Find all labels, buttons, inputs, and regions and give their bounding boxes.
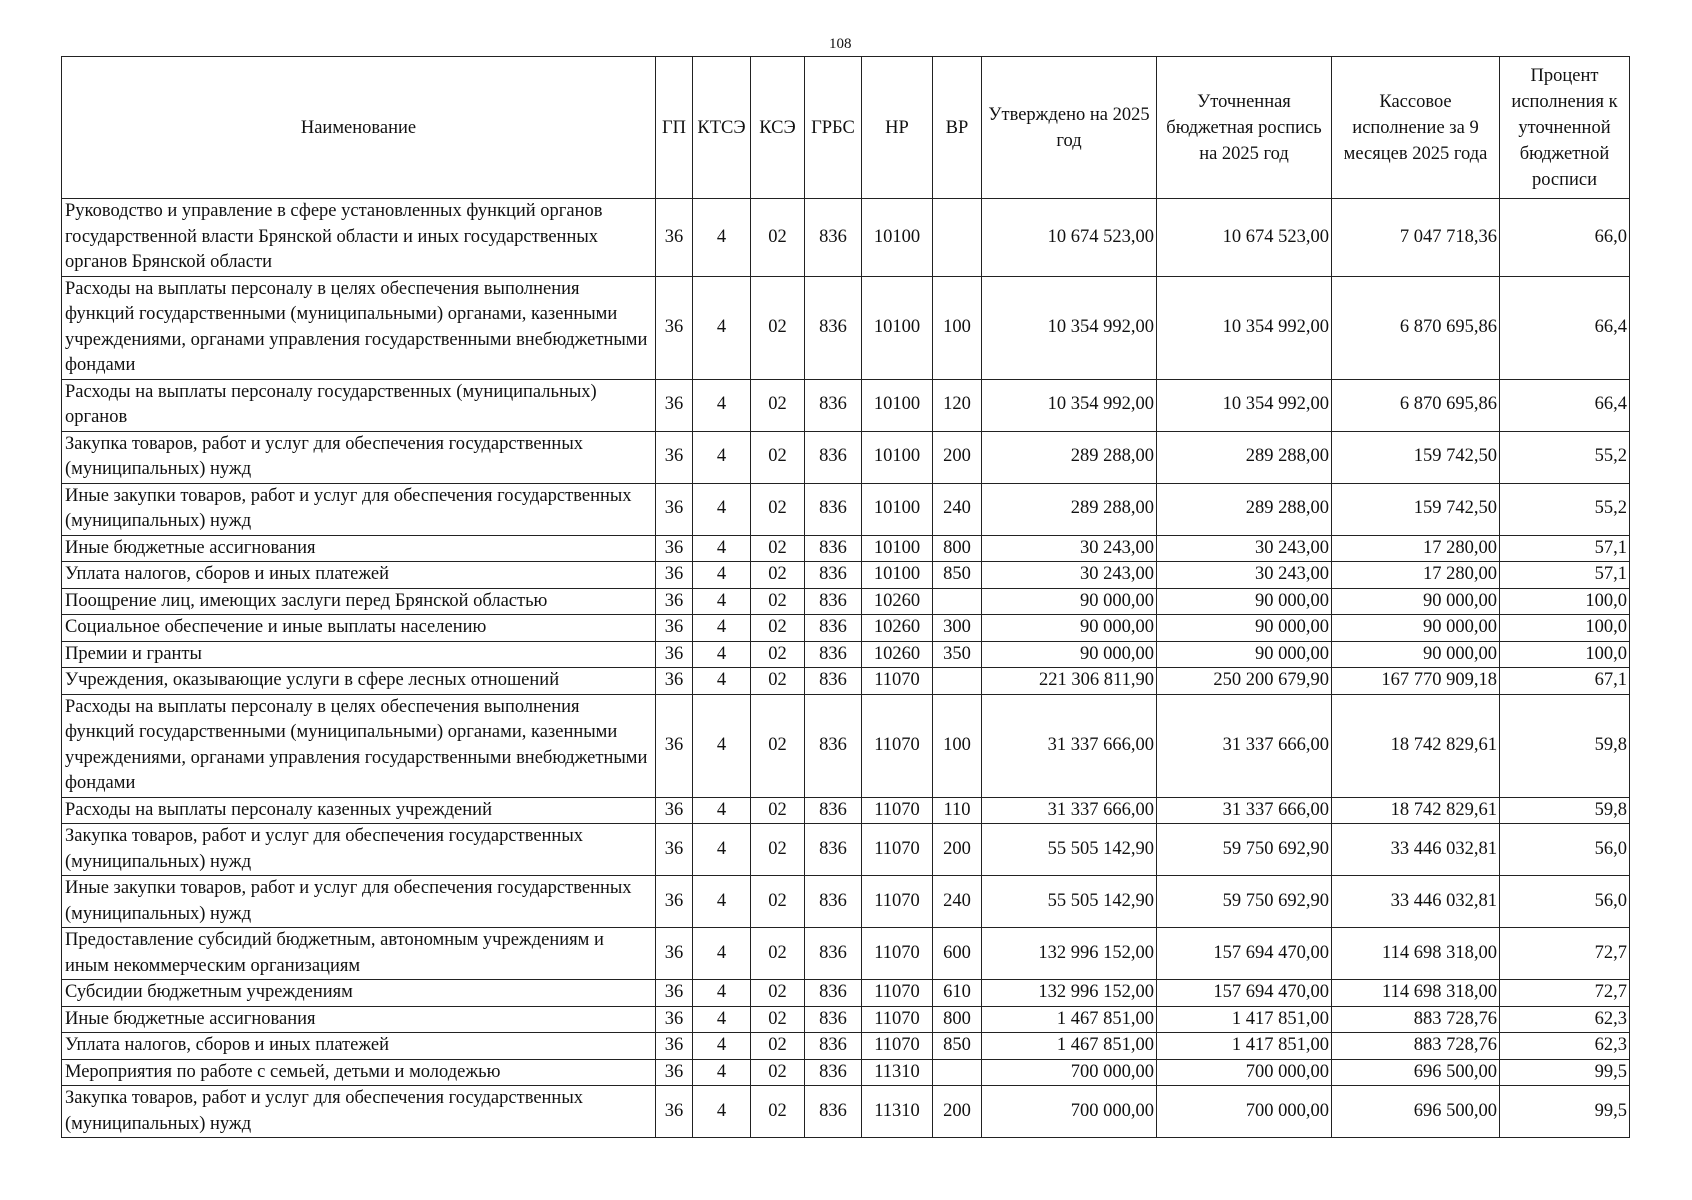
row-percent: 62,3 xyxy=(1500,1033,1630,1060)
row-np: 10100 xyxy=(862,483,933,535)
row-approved: 90 000,00 xyxy=(982,641,1157,668)
row-ktse: 4 xyxy=(693,668,751,695)
row-np: 11070 xyxy=(862,980,933,1007)
row-grbs: 836 xyxy=(805,641,862,668)
row-np: 11070 xyxy=(862,1006,933,1033)
row-approved: 55 505 142,90 xyxy=(982,824,1157,876)
row-np: 10100 xyxy=(862,535,933,562)
row-name: Закупка товаров, работ и услуг для обеспечения государственных (муниципальных) нужд xyxy=(62,824,656,876)
table-row xyxy=(62,980,1630,1007)
row-grbs: 836 xyxy=(805,876,862,928)
table-row xyxy=(62,588,1630,615)
row-ktse: 4 xyxy=(693,694,751,797)
row-refined: 157 694 470,00 xyxy=(1157,980,1332,1007)
row-cash: 696 500,00 xyxy=(1332,1086,1500,1138)
row-name: Иные бюджетные ассигнования xyxy=(62,1006,656,1033)
page-number: 108 xyxy=(829,36,852,52)
row-np: 11070 xyxy=(862,1033,933,1060)
table-row xyxy=(62,431,1630,483)
row-np: 10260 xyxy=(862,641,933,668)
row-gp: 36 xyxy=(656,668,693,695)
row-gp: 36 xyxy=(656,199,693,277)
row-ktse: 4 xyxy=(693,1059,751,1086)
row-ktse: 4 xyxy=(693,562,751,589)
row-kse: 02 xyxy=(751,483,805,535)
row-name: Мероприятия по работе с семьей, детьми и молодежью xyxy=(62,1059,656,1086)
row-refined: 10 354 992,00 xyxy=(1157,276,1332,379)
row-np: 11070 xyxy=(862,694,933,797)
row-percent: 99,5 xyxy=(1500,1059,1630,1086)
row-approved: 30 243,00 xyxy=(982,535,1157,562)
row-np: 11310 xyxy=(862,1059,933,1086)
row-kse: 02 xyxy=(751,1033,805,1060)
row-kse: 02 xyxy=(751,535,805,562)
row-gp: 36 xyxy=(656,824,693,876)
row-ktse: 4 xyxy=(693,199,751,277)
row-name: Социальное обеспечение и иные выплаты населению xyxy=(62,615,656,642)
row-cash: 159 742,50 xyxy=(1332,483,1500,535)
row-vr xyxy=(933,668,982,695)
row-refined: 289 288,00 xyxy=(1157,431,1332,483)
row-percent: 57,1 xyxy=(1500,562,1630,589)
row-ktse: 4 xyxy=(693,431,751,483)
row-np: 10100 xyxy=(862,431,933,483)
row-grbs: 836 xyxy=(805,379,862,431)
table-row xyxy=(62,1033,1630,1060)
row-cash: 696 500,00 xyxy=(1332,1059,1500,1086)
row-name: Руководство и управление в сфере установленных функций органов государственной власти Брянской области и иных государственных органов Брянской области xyxy=(62,199,656,277)
row-grbs: 836 xyxy=(805,1006,862,1033)
row-np: 10100 xyxy=(862,562,933,589)
row-ktse: 4 xyxy=(693,1086,751,1138)
row-approved: 31 337 666,00 xyxy=(982,694,1157,797)
table-row xyxy=(62,199,1630,277)
header-grbs: ГРБС xyxy=(805,57,862,199)
header-approved: Утверждено на 2025 год xyxy=(982,57,1157,199)
row-approved: 700 000,00 xyxy=(982,1059,1157,1086)
row-name: Расходы на выплаты персоналу государственных (муниципальных) органов xyxy=(62,379,656,431)
row-vr xyxy=(933,1059,982,1086)
row-cash: 18 742 829,61 xyxy=(1332,694,1500,797)
row-percent: 62,3 xyxy=(1500,1006,1630,1033)
row-grbs: 836 xyxy=(805,483,862,535)
row-cash: 33 446 032,81 xyxy=(1332,824,1500,876)
table-row xyxy=(62,1006,1630,1033)
table-row xyxy=(62,379,1630,431)
header-kse: КСЭ xyxy=(751,57,805,199)
row-cash: 17 280,00 xyxy=(1332,535,1500,562)
row-ktse: 4 xyxy=(693,276,751,379)
row-gp: 36 xyxy=(656,928,693,980)
row-vr: 800 xyxy=(933,535,982,562)
row-percent: 66,0 xyxy=(1500,199,1630,277)
row-kse: 02 xyxy=(751,199,805,277)
row-name: Иные закупки товаров, работ и услуг для обеспечения государственных (муниципальных) нужд xyxy=(62,483,656,535)
row-vr: 850 xyxy=(933,562,982,589)
row-refined: 31 337 666,00 xyxy=(1157,694,1332,797)
row-refined: 59 750 692,90 xyxy=(1157,876,1332,928)
row-ktse: 4 xyxy=(693,797,751,824)
row-vr xyxy=(933,199,982,277)
row-vr: 300 xyxy=(933,615,982,642)
row-percent: 72,7 xyxy=(1500,928,1630,980)
row-np: 11070 xyxy=(862,668,933,695)
row-kse: 02 xyxy=(751,615,805,642)
row-np: 11070 xyxy=(862,797,933,824)
row-vr: 110 xyxy=(933,797,982,824)
row-percent: 72,7 xyxy=(1500,980,1630,1007)
header-np: НР xyxy=(862,57,933,199)
row-refined: 1 417 851,00 xyxy=(1157,1033,1332,1060)
row-name: Расходы на выплаты персоналу в целях обеспечения выполнения функций государственными (муниципальными) органами, казенными учреждениями, органами управления государственными внебюджетными фондами xyxy=(62,276,656,379)
row-cash: 17 280,00 xyxy=(1332,562,1500,589)
row-ktse: 4 xyxy=(693,615,751,642)
row-vr: 200 xyxy=(933,824,982,876)
row-kse: 02 xyxy=(751,694,805,797)
table-row xyxy=(62,1059,1630,1086)
row-vr: 200 xyxy=(933,431,982,483)
row-gp: 36 xyxy=(656,1086,693,1138)
row-grbs: 836 xyxy=(805,928,862,980)
row-name: Расходы на выплаты персоналу в целях обеспечения выполнения функций государственными (муниципальными) органами, казенными учреждениями, органами управления государственными внебюджетными фондами xyxy=(62,694,656,797)
row-refined: 157 694 470,00 xyxy=(1157,928,1332,980)
row-kse: 02 xyxy=(751,379,805,431)
row-percent: 55,2 xyxy=(1500,483,1630,535)
row-grbs: 836 xyxy=(805,615,862,642)
row-vr: 240 xyxy=(933,483,982,535)
row-gp: 36 xyxy=(656,615,693,642)
row-np: 11310 xyxy=(862,1086,933,1138)
row-cash: 6 870 695,86 xyxy=(1332,379,1500,431)
row-gp: 36 xyxy=(656,431,693,483)
row-vr: 600 xyxy=(933,928,982,980)
row-np: 11070 xyxy=(862,928,933,980)
row-name: Закупка товаров, работ и услуг для обеспечения государственных (муниципальных) нужд xyxy=(62,431,656,483)
row-gp: 36 xyxy=(656,1006,693,1033)
row-grbs: 836 xyxy=(805,668,862,695)
row-refined: 10 354 992,00 xyxy=(1157,379,1332,431)
row-refined: 250 200 679,90 xyxy=(1157,668,1332,695)
row-vr: 100 xyxy=(933,276,982,379)
row-percent: 59,8 xyxy=(1500,797,1630,824)
row-grbs: 836 xyxy=(805,199,862,277)
row-approved: 10 674 523,00 xyxy=(982,199,1157,277)
row-gp: 36 xyxy=(656,1059,693,1086)
row-ktse: 4 xyxy=(693,876,751,928)
row-approved: 132 996 152,00 xyxy=(982,928,1157,980)
row-vr: 610 xyxy=(933,980,982,1007)
row-refined: 289 288,00 xyxy=(1157,483,1332,535)
row-kse: 02 xyxy=(751,588,805,615)
row-name: Иные закупки товаров, работ и услуг для обеспечения государственных (муниципальных) нужд xyxy=(62,876,656,928)
row-gp: 36 xyxy=(656,588,693,615)
row-percent: 56,0 xyxy=(1500,824,1630,876)
header-vr: ВР xyxy=(933,57,982,199)
row-cash: 18 742 829,61 xyxy=(1332,797,1500,824)
header-ktse: КТСЭ xyxy=(693,57,751,199)
row-cash: 90 000,00 xyxy=(1332,641,1500,668)
row-cash: 159 742,50 xyxy=(1332,431,1500,483)
row-approved: 90 000,00 xyxy=(982,588,1157,615)
row-cash: 883 728,76 xyxy=(1332,1033,1500,1060)
row-vr: 120 xyxy=(933,379,982,431)
row-refined: 59 750 692,90 xyxy=(1157,824,1332,876)
row-vr: 800 xyxy=(933,1006,982,1033)
row-grbs: 836 xyxy=(805,276,862,379)
row-name: Расходы на выплаты персоналу казенных учреждений xyxy=(62,797,656,824)
row-cash: 114 698 318,00 xyxy=(1332,980,1500,1007)
table-row xyxy=(62,876,1630,928)
row-refined: 90 000,00 xyxy=(1157,588,1332,615)
row-cash: 114 698 318,00 xyxy=(1332,928,1500,980)
row-percent: 57,1 xyxy=(1500,535,1630,562)
row-approved: 30 243,00 xyxy=(982,562,1157,589)
table-row xyxy=(62,615,1630,642)
row-percent: 55,2 xyxy=(1500,431,1630,483)
row-np: 11070 xyxy=(862,824,933,876)
row-name: Поощрение лиц, имеющих заслуги перед Брянской областью xyxy=(62,588,656,615)
row-refined: 90 000,00 xyxy=(1157,615,1332,642)
row-percent: 67,1 xyxy=(1500,668,1630,695)
row-ktse: 4 xyxy=(693,1033,751,1060)
row-gp: 36 xyxy=(656,876,693,928)
row-gp: 36 xyxy=(656,535,693,562)
row-grbs: 836 xyxy=(805,431,862,483)
row-approved: 289 288,00 xyxy=(982,431,1157,483)
row-kse: 02 xyxy=(751,824,805,876)
row-kse: 02 xyxy=(751,928,805,980)
row-gp: 36 xyxy=(656,980,693,1007)
row-name: Уплата налогов, сборов и иных платежей xyxy=(62,1033,656,1060)
row-percent: 99,5 xyxy=(1500,1086,1630,1138)
table-row xyxy=(62,483,1630,535)
header-refined: Уточненная бюджетная роспись на 2025 год xyxy=(1157,57,1332,199)
table-row xyxy=(62,1086,1630,1138)
budget-table xyxy=(61,56,1630,1138)
row-gp: 36 xyxy=(656,276,693,379)
row-name: Субсидии бюджетным учреждениям xyxy=(62,980,656,1007)
row-cash: 6 870 695,86 xyxy=(1332,276,1500,379)
row-approved: 10 354 992,00 xyxy=(982,379,1157,431)
table-row xyxy=(62,641,1630,668)
row-ktse: 4 xyxy=(693,641,751,668)
row-name: Закупка товаров, работ и услуг для обеспечения государственных (муниципальных) нужд xyxy=(62,1086,656,1138)
row-kse: 02 xyxy=(751,641,805,668)
table-row xyxy=(62,276,1630,379)
row-grbs: 836 xyxy=(805,1059,862,1086)
row-gp: 36 xyxy=(656,641,693,668)
row-percent: 56,0 xyxy=(1500,876,1630,928)
row-kse: 02 xyxy=(751,668,805,695)
row-approved: 221 306 811,90 xyxy=(982,668,1157,695)
row-ktse: 4 xyxy=(693,535,751,562)
row-cash: 167 770 909,18 xyxy=(1332,668,1500,695)
row-percent: 66,4 xyxy=(1500,276,1630,379)
row-grbs: 836 xyxy=(805,980,862,1007)
row-kse: 02 xyxy=(751,876,805,928)
row-name: Уплата налогов, сборов и иных платежей xyxy=(62,562,656,589)
row-gp: 36 xyxy=(656,379,693,431)
row-refined: 700 000,00 xyxy=(1157,1059,1332,1086)
row-refined: 30 243,00 xyxy=(1157,535,1332,562)
table-row xyxy=(62,824,1630,876)
row-ktse: 4 xyxy=(693,588,751,615)
row-gp: 36 xyxy=(656,483,693,535)
row-refined: 90 000,00 xyxy=(1157,641,1332,668)
header-row xyxy=(62,57,1630,199)
row-kse: 02 xyxy=(751,276,805,379)
row-grbs: 836 xyxy=(805,694,862,797)
row-approved: 90 000,00 xyxy=(982,615,1157,642)
table-row xyxy=(62,928,1630,980)
row-refined: 30 243,00 xyxy=(1157,562,1332,589)
table-row xyxy=(62,535,1630,562)
row-vr: 350 xyxy=(933,641,982,668)
row-grbs: 836 xyxy=(805,535,862,562)
row-ktse: 4 xyxy=(693,824,751,876)
row-vr: 200 xyxy=(933,1086,982,1138)
row-vr: 100 xyxy=(933,694,982,797)
header-name: Наименование xyxy=(62,57,656,199)
row-name: Иные бюджетные ассигнования xyxy=(62,535,656,562)
row-approved: 1 467 851,00 xyxy=(982,1033,1157,1060)
row-approved: 10 354 992,00 xyxy=(982,276,1157,379)
row-gp: 36 xyxy=(656,1033,693,1060)
row-gp: 36 xyxy=(656,562,693,589)
row-name: Премии и гранты xyxy=(62,641,656,668)
row-percent: 66,4 xyxy=(1500,379,1630,431)
row-np: 10100 xyxy=(862,276,933,379)
row-ktse: 4 xyxy=(693,483,751,535)
row-approved: 289 288,00 xyxy=(982,483,1157,535)
row-cash: 90 000,00 xyxy=(1332,588,1500,615)
row-kse: 02 xyxy=(751,1006,805,1033)
row-np: 11070 xyxy=(862,876,933,928)
header-cash: Кассовое исполнение за 9 месяцев 2025 года xyxy=(1332,57,1500,199)
row-ktse: 4 xyxy=(693,379,751,431)
row-vr xyxy=(933,588,982,615)
row-gp: 36 xyxy=(656,694,693,797)
row-ktse: 4 xyxy=(693,928,751,980)
row-name: Предоставление субсидий бюджетным, автономным учреждениям и иным некоммерческим организациям xyxy=(62,928,656,980)
row-grbs: 836 xyxy=(805,588,862,615)
row-grbs: 836 xyxy=(805,824,862,876)
row-cash: 883 728,76 xyxy=(1332,1006,1500,1033)
row-percent: 100,0 xyxy=(1500,588,1630,615)
row-approved: 1 467 851,00 xyxy=(982,1006,1157,1033)
row-vr: 240 xyxy=(933,876,982,928)
row-np: 10260 xyxy=(862,615,933,642)
table-row xyxy=(62,562,1630,589)
row-ktse: 4 xyxy=(693,980,751,1007)
row-kse: 02 xyxy=(751,797,805,824)
row-grbs: 836 xyxy=(805,1086,862,1138)
table-body xyxy=(62,199,1630,1138)
row-cash: 33 446 032,81 xyxy=(1332,876,1500,928)
row-grbs: 836 xyxy=(805,797,862,824)
row-np: 10100 xyxy=(862,199,933,277)
table-row xyxy=(62,797,1630,824)
row-percent: 100,0 xyxy=(1500,615,1630,642)
row-kse: 02 xyxy=(751,980,805,1007)
row-grbs: 836 xyxy=(805,562,862,589)
row-approved: 55 505 142,90 xyxy=(982,876,1157,928)
row-kse: 02 xyxy=(751,562,805,589)
table-row xyxy=(62,668,1630,695)
row-approved: 700 000,00 xyxy=(982,1086,1157,1138)
row-kse: 02 xyxy=(751,1059,805,1086)
row-percent: 100,0 xyxy=(1500,641,1630,668)
header-percent: Процент исполнения к уточненной бюджетной росписи xyxy=(1500,57,1630,199)
row-vr: 850 xyxy=(933,1033,982,1060)
row-cash: 90 000,00 xyxy=(1332,615,1500,642)
row-approved: 31 337 666,00 xyxy=(982,797,1157,824)
row-grbs: 836 xyxy=(805,1033,862,1060)
row-refined: 10 674 523,00 xyxy=(1157,199,1332,277)
row-np: 10260 xyxy=(862,588,933,615)
row-np: 10100 xyxy=(862,379,933,431)
row-cash: 7 047 718,36 xyxy=(1332,199,1500,277)
row-approved: 132 996 152,00 xyxy=(982,980,1157,1007)
row-refined: 700 000,00 xyxy=(1157,1086,1332,1138)
header-gp: ГП xyxy=(656,57,693,199)
row-refined: 1 417 851,00 xyxy=(1157,1006,1332,1033)
row-kse: 02 xyxy=(751,431,805,483)
row-gp: 36 xyxy=(656,797,693,824)
row-name: Учреждения, оказывающие услуги в сфере лесных отношений xyxy=(62,668,656,695)
row-kse: 02 xyxy=(751,1086,805,1138)
row-percent: 59,8 xyxy=(1500,694,1630,797)
table-row xyxy=(62,694,1630,797)
row-ktse: 4 xyxy=(693,1006,751,1033)
row-refined: 31 337 666,00 xyxy=(1157,797,1332,824)
